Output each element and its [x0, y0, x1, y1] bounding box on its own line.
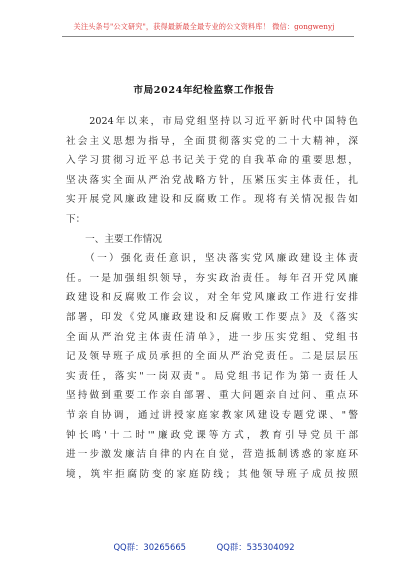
body-line: 下：: [66, 213, 86, 225]
document-body: [66, 112, 358, 484]
header-divider: [62, 36, 354, 37]
body-line: 政建设和反腐败工作会议，对全年党风廉政工作进行安排: [66, 292, 358, 304]
body-line: 社会主义思想为指导，全面贯彻落实党的二十大精神，深: [66, 135, 358, 147]
body-line: （一）强化责任意识，坚决落实党风廉政建设主体责: [66, 253, 358, 265]
body-line: 进一步激发廉洁自律的内在自觉，营造抵制诱惑的家庭环: [66, 449, 358, 461]
document-title: 市局2024年纪检监察工作报告: [133, 85, 275, 96]
body-line: 实开展党风廉政建设和反腐败工作。现将有关情况报告如: [66, 194, 358, 206]
qq-group-1: QQ群：30265665: [113, 542, 186, 552]
page-header-notice: 关注头条号"公文研究"，获得最新最全最专业的公文资料库！ 微信：gongwenyj: [73, 22, 335, 31]
body-line: 任。一是加强组织领导，夯实政治责任。每年召开党风廉: [66, 272, 358, 284]
page-footer: [0, 541, 408, 553]
body-line: 钟长鸣'十二时'"廉政党课等方式，教育引导党员干部: [66, 429, 358, 441]
body-line: 境，筑牢拒腐防变的家庭防线；其他领导班子成员按照: [66, 468, 358, 480]
body-line: 节亲自协调，通过讲授家庭家教家风建设专题党课、"警: [66, 409, 358, 421]
body-line: 全面从严治党主体责任清单》，进一步压实党组、党组书: [66, 331, 358, 343]
qq-group-2: QQ群：535304092: [216, 542, 295, 552]
body-line: 坚决落实全面从严治党战略方针，压紧压实主体责任，扎: [66, 174, 358, 186]
body-line: 实责任，落实"一岗双责"。局党组书记作为第一责任人: [66, 370, 358, 382]
body-line: 记及领导班子成员承担的全面从严治党责任。二是层层压: [66, 351, 358, 363]
body-line: 部署，印发《党风廉政建设和反腐败工作要点》及《落实: [66, 311, 358, 323]
body-line: 坚持做到重要工作亲自部署、重大问题亲自过问、重点环: [66, 390, 358, 402]
body-line: 入学习贯彻习近平总书记关于党的自我革命的重要思想，: [66, 155, 358, 167]
body-line: 2024年以来，市局党组坚持以习近平新时代中国特色: [66, 116, 358, 127]
section-heading: 一、主要工作情况: [66, 233, 162, 245]
